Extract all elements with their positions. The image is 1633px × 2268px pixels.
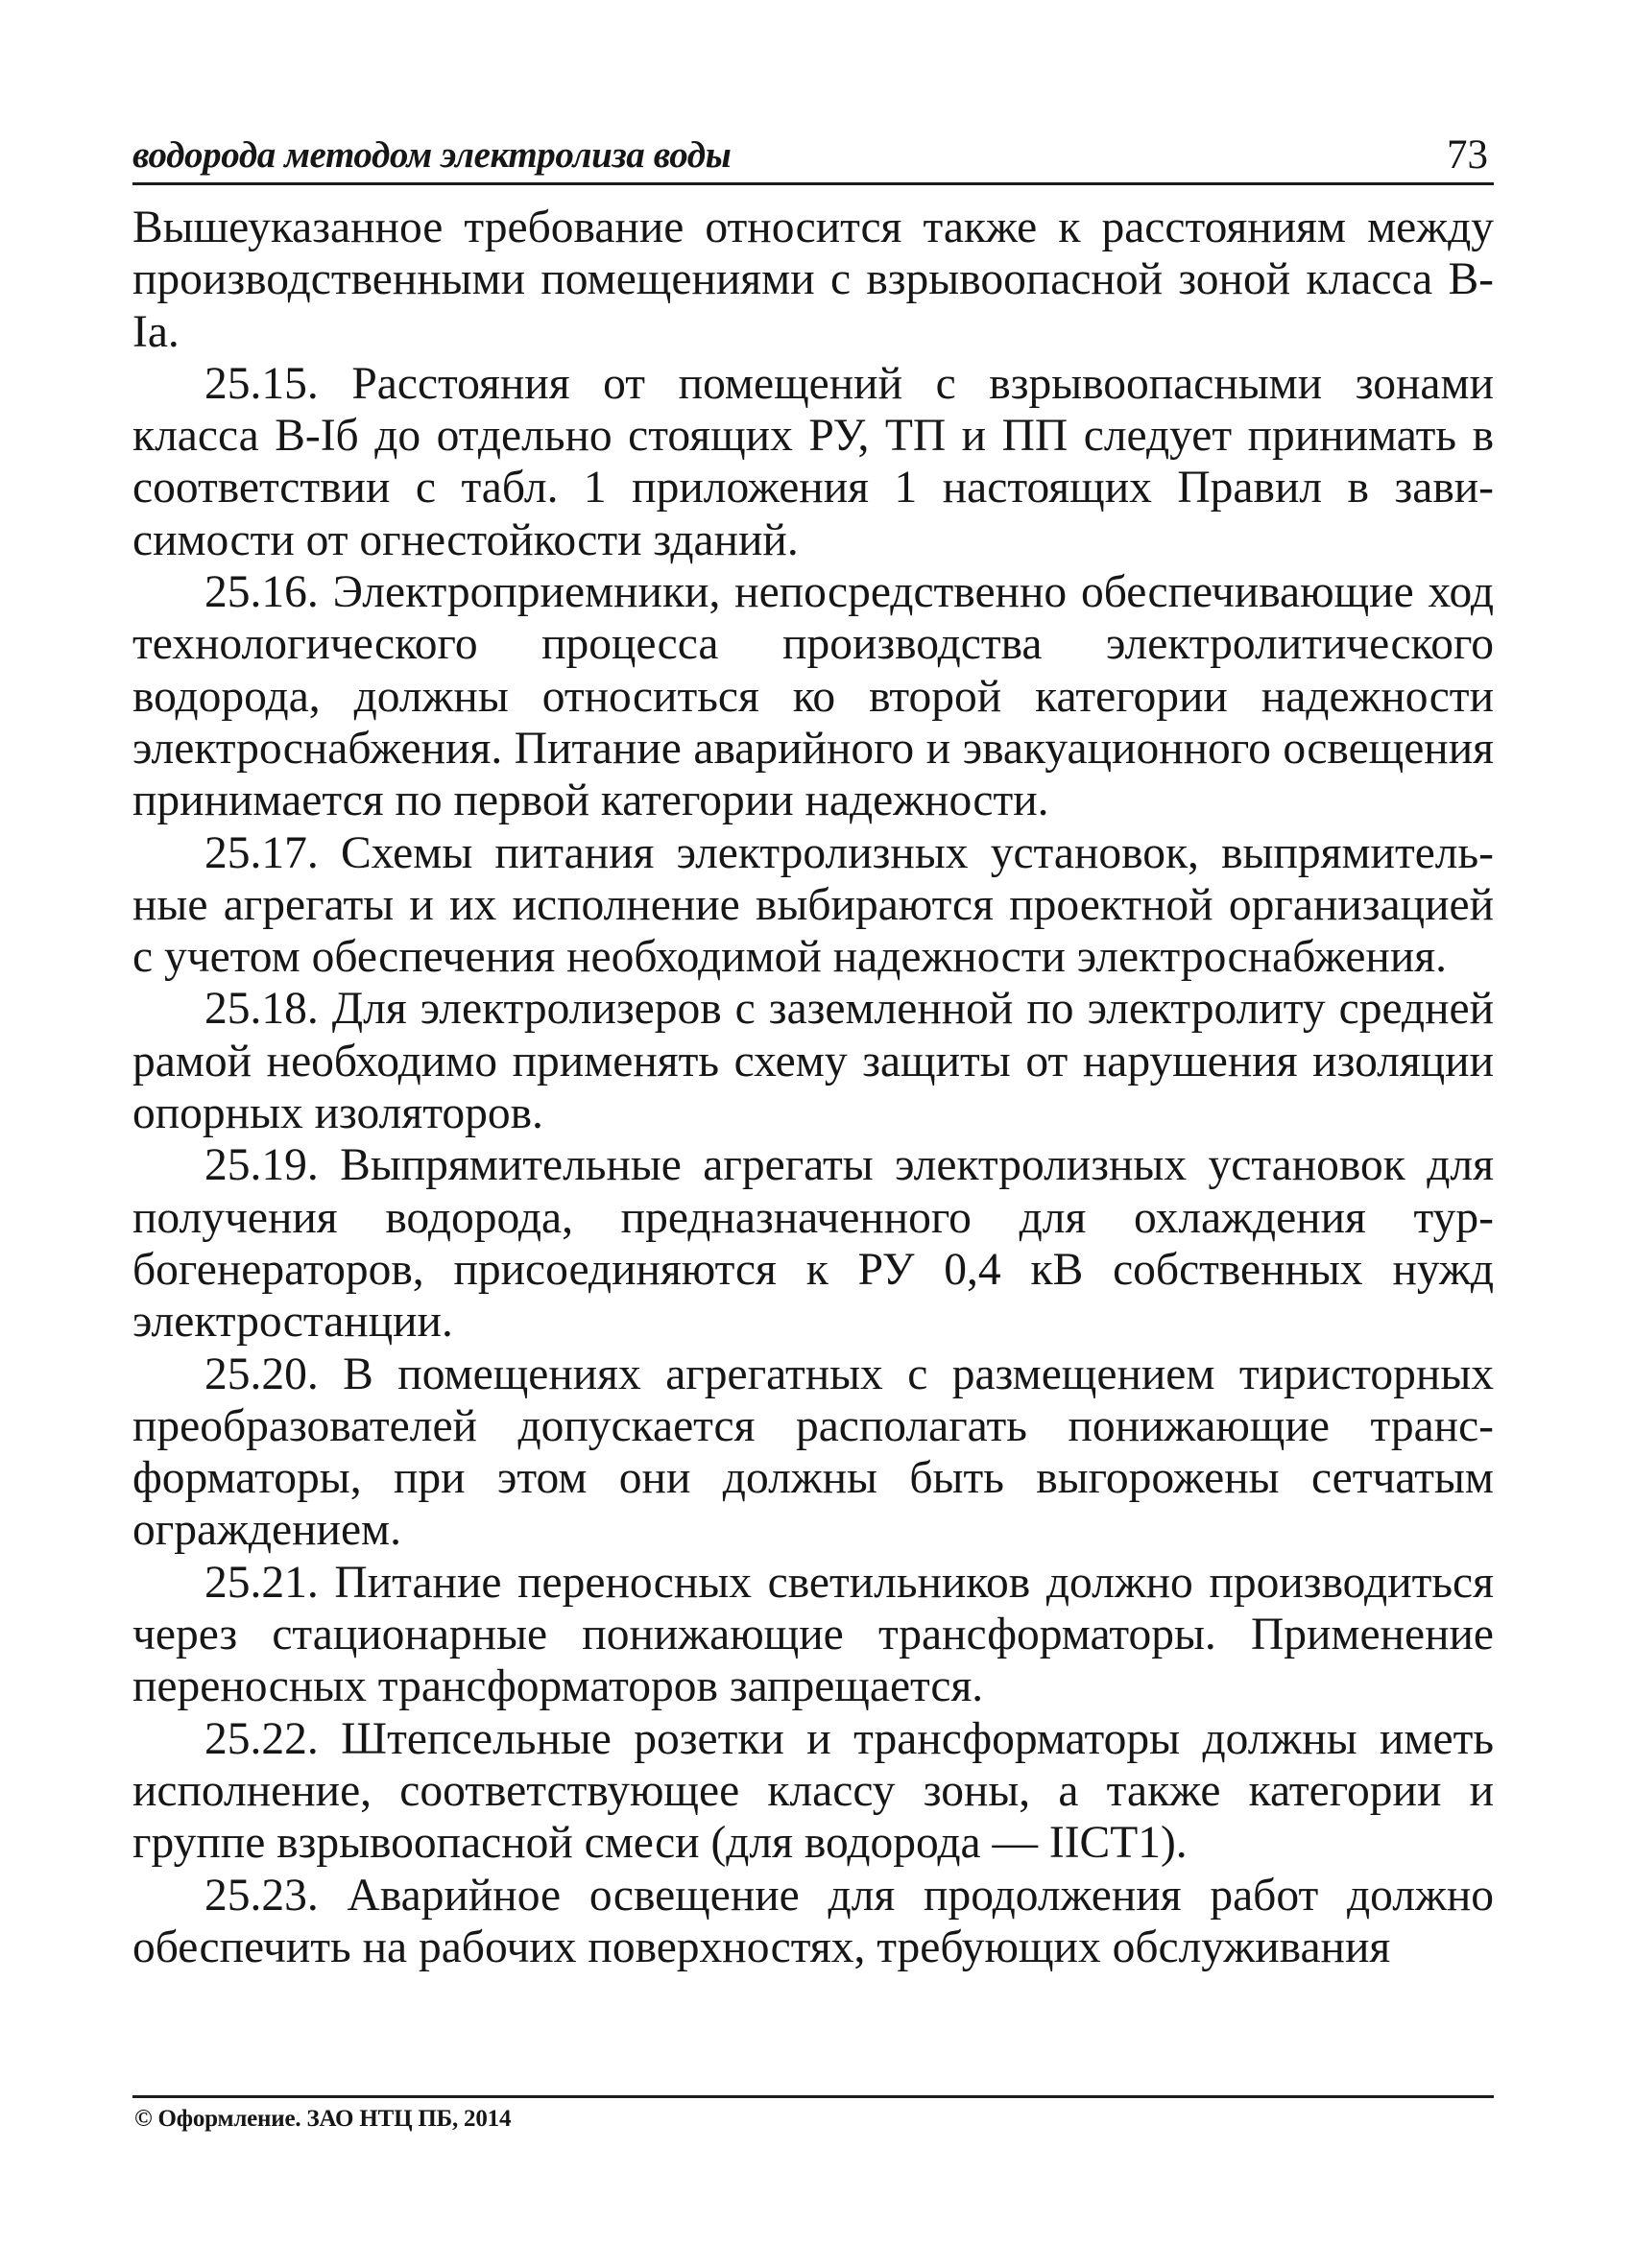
paragraph: Вышеуказанное требование относится также к расстояниям между производственными помещениями с взрывоопасной зоной класса В-Iа. xyxy=(132,203,1494,357)
paragraph-25-17: 25.17. Схемы питания электролизных установок, выпрямительные агрегаты и их исполнение выбираются проектной организацией с учетом обеспечения необходимой надежности электроснабжения. xyxy=(132,827,1494,983)
paragraph-25-23: 25.23. Аварийное освещение для продолжения работ должно обеспечить на рабочих поверхностях, требующих обслуживания xyxy=(132,1870,1494,1972)
paragraph-25-19: 25.19. Выпрямительные агрегаты электролизных установок для получения водорода, предназначенного для охлаждения турбогенераторов, присоединяются к РУ 0,4 кВ собственных нужд электростанции. xyxy=(132,1140,1494,1348)
running-title: водорода методом электролиза воды xyxy=(132,134,732,176)
paragraph-25-20: 25.20. В помещениях агрегатных с размещением тиристорных преобразователей допускается располагать понижающие трансформаторы, при этом они должны быть выгорожены сетчатым ограждением. xyxy=(132,1349,1494,1556)
page-number: 73 xyxy=(1447,132,1488,178)
paragraph-25-22: 25.22. Штепсельные розетки и трансформаторы должны иметь исполнение, соответствующее классу зоны, а также категории и группе взрывоопасной смеси (для водорода — IIСТ1). xyxy=(132,1713,1494,1869)
footer-rule xyxy=(132,2095,1494,2098)
body-text xyxy=(132,202,1494,1973)
paragraph-25-21: 25.21. Питание переносных светильников должно производиться через стационарные понижающие трансформаторы. Применение переносных трансформаторов запрещается. xyxy=(132,1557,1494,1712)
copyright-note: © Оформление. ЗАО НТЦ ПБ, 2014 xyxy=(134,2106,512,2132)
running-header xyxy=(132,121,1494,185)
paragraph-25-16: 25.16. Электроприемники, непосредственно обеспечивающие ход технологического процесса производства электролитического водорода, должны относиться ко второй категории надежности электроснабжения. Питание аварийного и эвакуационного освещения принимается по первой категории надежности. xyxy=(132,567,1494,826)
paragraph-25-15: 25.15. Расстояния от помещений с взрывоопасными зонами класса В-Iб до отдельно стоящих РУ, ТП и ПП следует принимать в соответствии с табл. 1 приложения 1 настоящих Правил в зависимости от огнестойкости зданий. xyxy=(132,358,1494,565)
paragraph-25-18: 25.18. Для электролизеров с заземленной по электролиту средней рамой необходимо применять схему защиты от нарушения изоляции опорных изоляторов. xyxy=(132,984,1494,1139)
